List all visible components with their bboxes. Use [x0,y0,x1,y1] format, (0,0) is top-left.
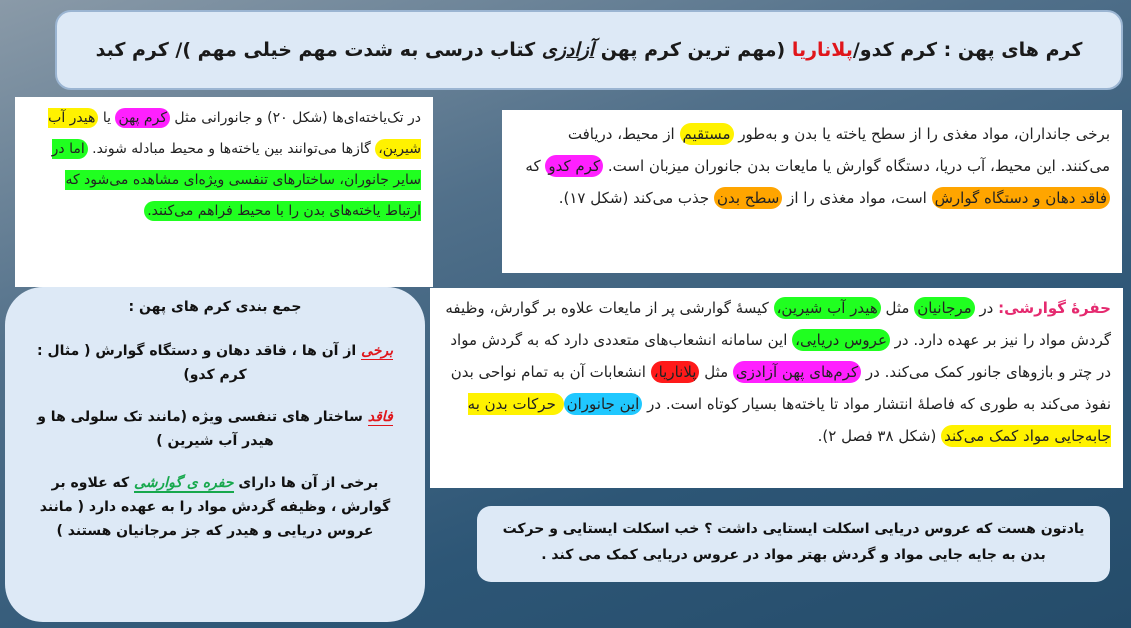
summary-keyword: برخی [361,343,394,359]
text-segment: که علاوه بر گوارش ، وظیفه گردش مواد را به عهده دارد ( مانند عروس دریایی و هیدر که جز مرجانیان هستند ) [39,475,391,539]
text-panel-gastrovascular [430,288,1123,488]
title-part1: کرم های پهن : کرم کدو/ [852,39,1083,61]
title-box [55,10,1123,90]
highlight-no-mouth: فاقد دهان و دستگاه گوارش [932,187,1110,209]
highlight-hydra: هیدر آب شیرین، [48,110,421,157]
highlight-body-surface: سطح بدن [714,187,782,209]
highlight-respiratory-structures: اما در سایر جانوران، ساختارهای تنفسی ویژه‌ای مشاهده می‌شود که ارتباط یاخته‌های بدن را با محیط فراهم می‌کنند. [51,141,421,219]
text-segment: برخی از آن ها دارای [233,475,379,491]
summary-item-3 [35,471,395,543]
text-segment: در [974,299,999,317]
title-text [96,39,1083,61]
text-segment: برخی جانداران، مواد مغذی را از سطح یاخته یا بدن و به‌طور [733,125,1110,143]
summary-item-1 [35,339,395,387]
text-segment: انشعابات آن به تمام نواحی بدن نفوذ می‌کند به طوری که فاصلهٔ انتشار مواد تا یاخته‌ها بسیار کوتاه است. در [450,363,1111,413]
text-segment: این سامانه انشعاب‌های متعددی دارد که به گردش مواد در چتر و بازوهای جانور کمک می‌کند. در [450,331,1111,381]
highlight-planaria: پلاناریا، [651,361,700,383]
title-planaria: پلاناریا [791,39,853,61]
highlight-body-movement: حرکات بدن به جابه‌جایی مواد کمک می‌کند [467,395,1111,445]
question-text: یادتون هست که عروس دریایی اسکلت ایستایی داشت ؟ خب اسکلت ایستایی و حرکت بدن به جایه جایی مواد و گردش بهتر مواد در عروس دریایی کمک می کند . [502,521,1085,563]
title-part3: کتاب درسی به شدت مهم خیلی مهم )/ کرم کبد [95,39,542,61]
highlight-direct: مستقیم [680,123,734,145]
text-panel-nutrition [502,110,1122,273]
question-box [477,506,1110,582]
text-segment: از آن ها ، فاقد دهان و دستگاه گوارش ( مثال : کرم کدو) [36,343,362,383]
highlight-cnidarians: مرجانیان [914,297,974,319]
highlight-hydra: هیدر آب شیرین، [774,297,881,319]
title-part2: (مهم ترین کرم پهن [594,39,792,61]
text-segment: در تک‌یاخته‌ای‌ها (شکل ۲۰) و جانورانی مثل [169,110,421,126]
text-segment: که [525,157,546,175]
text-segment: کیسهٔ گوارشی پر از مایعات علاوه بر گوارش، وظیفه گردش مواد را نیز بر عهده دارد. در [445,299,1111,349]
highlight-tapeworm: کرم کدو [545,155,603,177]
text-panel-respiration [15,97,433,287]
highlight-free-living-flatworms: کرم‌های پهن آزادزی [733,361,861,383]
text-segment: یا [98,110,116,126]
summary-item-2 [35,405,395,453]
highlight-flatworm: کرم پهن [115,108,170,128]
highlight-these-animals: این جانوران [564,393,643,415]
summary-keyword: فاقد [367,409,393,425]
text-segment: از محیط، دریافت می‌کنند. این محیط، آب دریا، دستگاه گوارش یا مایعات بدن جانوران میزبان است. [567,125,1110,175]
title-azadzi: آزادزی [541,39,595,61]
summary-box [5,287,425,622]
highlight-jellyfish: عروس دریایی، [792,329,890,351]
text-segment: ساختار های تنفسی ویژه (مانند تک سلولی ها و هیدر آب شیرین ) [37,409,368,449]
text-segment: گازها می‌توانند بین یاخته‌ها و محیط مبادله شوند. [87,141,376,157]
text-segment: است، مواد مغذی را از [782,189,932,207]
summary-keyword: حفره ی گوارشی [134,475,234,491]
summary-title: جمع بندی کرم های پهن : [128,299,302,315]
text-segment: جذب می‌کند (شکل ۱۷). [558,189,714,207]
text-segment: (شکل ۳۸ فصل ۲). [817,427,942,445]
section-heading: حفرهٔ گوارشی: [998,299,1111,317]
text-segment: مثل [880,299,915,317]
text-segment: مثل [699,363,733,381]
